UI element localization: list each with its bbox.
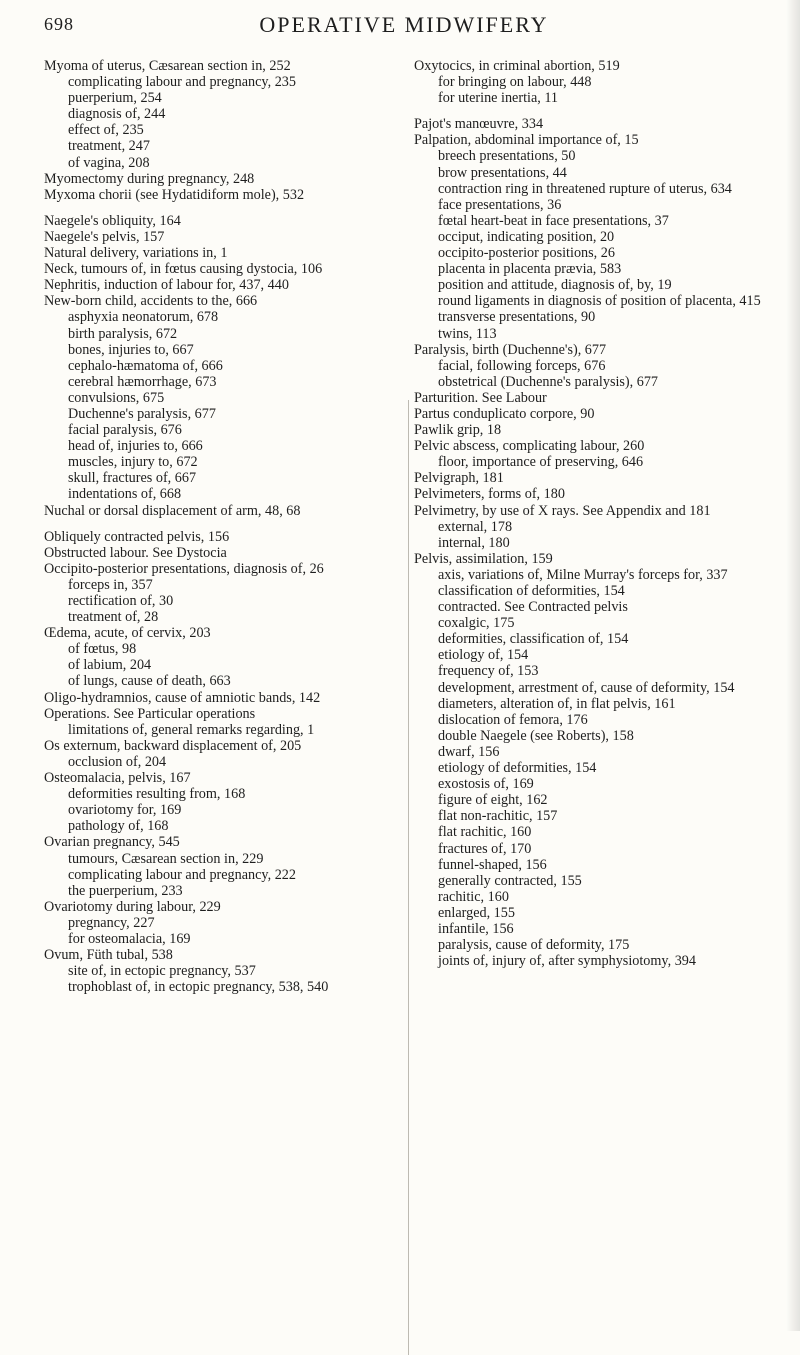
- page-header: [44, 10, 764, 40]
- index-subentry: skull, fractures of, 667: [68, 470, 197, 487]
- running-title: OPERATIVE MIDWIFERY: [259, 12, 549, 37]
- index-entry: New-born child, accidents to the, 666: [44, 293, 258, 310]
- page-edge-shadow: [786, 0, 800, 1331]
- index-entry: Oligo-hydramnios, cause of amniotic bands, 142: [44, 689, 321, 706]
- index-subentry: flat rachitic, 160: [438, 824, 532, 841]
- index-entry: Pawlik grip, 18: [414, 422, 502, 439]
- index-subentry: position and attitude, diagnosis of, by, 19: [438, 277, 672, 294]
- index-subentry: fœtal heart-beat in face presentations, 37: [438, 212, 669, 229]
- index-entry: Pelvis, assimilation, 159: [414, 550, 553, 567]
- index-entry: Pajot's manœuvre, 334: [414, 116, 544, 133]
- index-subentry: pathology of, 168: [68, 818, 169, 835]
- index-subentry: facial paralysis, 676: [68, 422, 182, 439]
- index-subentry: treatment, 247: [68, 138, 150, 155]
- index-subentry: tumours, Cæsarean section in, 229: [68, 850, 264, 867]
- index-subentry: cephalo-hæmatoma of, 666: [68, 357, 223, 374]
- index-entry: Palpation, abdominal importance of, 15: [414, 132, 639, 149]
- index-subentry: classification of deformities, 154: [438, 583, 625, 599]
- index-subentry: limitations of, general remarks regarding, 1: [68, 721, 315, 738]
- index-entry: Naegele's obliquity, 164: [44, 212, 181, 229]
- index-column-left: [44, 58, 404, 995]
- index-subentry: coxalgic, 175: [438, 615, 515, 632]
- index-subentry: double Naegele (see Roberts), 158: [438, 727, 634, 744]
- index-subentry: facial, following forceps, 676: [438, 357, 606, 374]
- index-subentry: joints of, injury of, after symphysiotomy, 394: [438, 953, 696, 970]
- index-subentry: obstetrical (Duchenne's paralysis), 677: [438, 373, 659, 390]
- index-entry: Myomectomy during pregnancy, 248: [44, 170, 255, 187]
- index-subentry: brow presentations, 44: [438, 164, 567, 181]
- index-subentry: complicating labour and pregnancy, 222: [68, 866, 296, 883]
- index-entry: Œdema, acute, of cervix, 203: [44, 625, 211, 642]
- column-divider: [408, 400, 409, 1355]
- index-subentry: dwarf, 156: [438, 743, 500, 760]
- index-entry: Nuchal or dorsal displacement of arm, 48, 68: [44, 502, 301, 519]
- index-subentry: muscles, injury to, 672: [68, 454, 198, 471]
- index-subentry: contracted. See Contracted pelvis: [438, 599, 628, 616]
- index-subentry: puerperium, 254: [68, 90, 162, 107]
- index-entry: Partus conduplicato corpore, 90: [414, 405, 595, 422]
- index-subentry: floor, importance of preserving, 646: [438, 454, 644, 471]
- index-subentry: pregnancy, 227: [68, 914, 155, 931]
- index-subentry: treatment of, 28: [68, 609, 159, 626]
- index-subentry: placenta in placenta prævia, 583: [438, 261, 622, 278]
- index-subentry: of fœtus, 98: [68, 641, 137, 658]
- index-entry: Os externum, backward displacement of, 205: [44, 737, 302, 754]
- index-subentry: site of, in ectopic pregnancy, 537: [68, 963, 256, 980]
- index-subentry: enlarged, 155: [438, 904, 515, 921]
- index-subentry: Duchenne's paralysis, 677: [68, 405, 216, 422]
- index-subentry: for bringing on labour, 448: [438, 74, 592, 91]
- index-subentry: round ligaments in diagnosis of position of placenta, 415: [438, 293, 761, 310]
- index-entry: Operations. See Particular operations: [44, 705, 256, 722]
- index-subentry: indentations of, 668: [68, 486, 182, 503]
- index-entry: Pelvimeters, forms of, 180: [414, 486, 565, 503]
- index-subentry: paralysis, cause of deformity, 175: [438, 937, 630, 954]
- index-subentry: axis, variations of, Milne Murray's forceps for, 337: [438, 566, 728, 583]
- index-subentry: rachitic, 160: [438, 888, 509, 905]
- index-entry: Naegele's pelvis, 157: [44, 228, 165, 245]
- index-entry: Nephritis, induction of labour for, 437, 440: [44, 277, 289, 294]
- index-subentry: of vagina, 208: [68, 154, 150, 171]
- index-entry: Ovariotomy during labour, 229: [44, 898, 221, 915]
- index-subentry: infantile, 156: [438, 920, 514, 937]
- index-subentry: twins, 113: [438, 325, 497, 342]
- index-subentry: for uterine inertia, 11: [438, 90, 559, 107]
- index-subentry: of lungs, cause of death, 663: [68, 673, 231, 690]
- index-subentry: deformities resulting from, 168: [68, 786, 246, 803]
- index-subentry: transverse presentations, 90: [438, 309, 596, 326]
- index-subentry: figure of eight, 162: [438, 792, 548, 809]
- index-subentry: of labium, 204: [68, 657, 152, 674]
- index-subentry: forceps in, 357: [68, 576, 153, 593]
- index-subentry: birth paralysis, 672: [68, 325, 178, 342]
- index-subentry: fractures of, 170: [438, 840, 532, 857]
- index-subentry: etiology of, 154: [438, 647, 529, 664]
- index-subentry: trophoblast of, in ectopic pregnancy, 538, 540: [68, 979, 329, 996]
- index-subentry: internal, 180: [438, 534, 510, 551]
- index-entry: Obliquely contracted pelvis, 156: [44, 528, 230, 545]
- index-subentry: generally contracted, 155: [438, 872, 582, 889]
- index-subentry: deformities, classification of, 154: [438, 631, 629, 648]
- index-subentry: asphyxia neonatorum, 678: [68, 309, 219, 326]
- index-entry: Obstructed labour. See Dystocia: [44, 544, 227, 561]
- index-entry: Pelvigraph, 181: [414, 470, 504, 487]
- index-subentry: face presentations, 36: [438, 196, 562, 213]
- page-number: 698: [44, 14, 74, 34]
- index-entry: Occipito-posterior presentations, diagnosis of, 26: [44, 560, 324, 577]
- index-entry: Myxoma chorii (see Hydatidiform mole), 532: [44, 186, 305, 203]
- index-subentry: etiology of deformities, 154: [438, 760, 597, 777]
- index-subentry: external, 178: [438, 518, 513, 535]
- index-subentry: contraction ring in threatened rupture of uterus, 634: [438, 180, 732, 197]
- index-subentry: dislocation of femora, 176: [438, 711, 588, 728]
- index-subentry: occipito-posterior positions, 26: [438, 245, 615, 262]
- index-subentry: frequency of, 153: [438, 663, 539, 680]
- index-subentry: funnel-shaped, 156: [438, 856, 547, 873]
- index-entry: Ovarian pregnancy, 545: [44, 834, 180, 851]
- index-subentry: convulsions, 675: [68, 389, 165, 406]
- index-column-right: [414, 58, 774, 969]
- index-subentry: occlusion of, 204: [68, 753, 167, 770]
- index-entry: Natural delivery, variations in, 1: [44, 245, 228, 262]
- index-subentry: diameters, alteration of, in flat pelvis, 161: [438, 695, 676, 712]
- index-subentry: the puerperium, 233: [68, 882, 183, 899]
- index-entry: Pelvic abscess, complicating labour, 260: [414, 438, 645, 455]
- index-subentry: ovariotomy for, 169: [68, 802, 182, 819]
- index-entry: Pelvimetry, by use of X rays. See Appendix and 181: [414, 502, 711, 519]
- index-entry: Paralysis, birth (Duchenne's), 677: [414, 341, 607, 358]
- index-subentry: occiput, indicating position, 20: [438, 228, 615, 245]
- index-subentry: for osteomalacia, 169: [68, 930, 191, 947]
- index-subentry: development, arrestment of, cause of deformity, 154: [438, 679, 735, 696]
- index-subentry: complicating labour and pregnancy, 235: [68, 74, 296, 91]
- index-subentry: head of, injuries to, 666: [68, 438, 203, 455]
- index-entry: Oxytocics, in criminal abortion, 519: [414, 58, 620, 74]
- index-subentry: bones, injuries to, 667: [68, 341, 194, 358]
- index-entry: Parturition. See Labour: [414, 389, 547, 406]
- index-entry: Myoma of uterus, Cæsarean section in, 252: [44, 58, 291, 74]
- index-subentry: breech presentations, 50: [438, 148, 576, 165]
- index-subentry: flat non-rachitic, 157: [438, 808, 558, 825]
- index-subentry: rectification of, 30: [68, 593, 174, 609]
- index-subentry: diagnosis of, 244: [68, 106, 166, 123]
- index-subentry: cerebral hæmorrhage, 673: [68, 373, 217, 390]
- index-subentry: effect of, 235: [68, 122, 144, 139]
- index-entry: Neck, tumours of, in fœtus causing dystocia, 106: [44, 261, 323, 278]
- index-entry: Ovum, Füth tubal, 538: [44, 947, 173, 964]
- index-subentry: exostosis of, 169: [438, 776, 534, 793]
- index-entry: Osteomalacia, pelvis, 167: [44, 770, 191, 787]
